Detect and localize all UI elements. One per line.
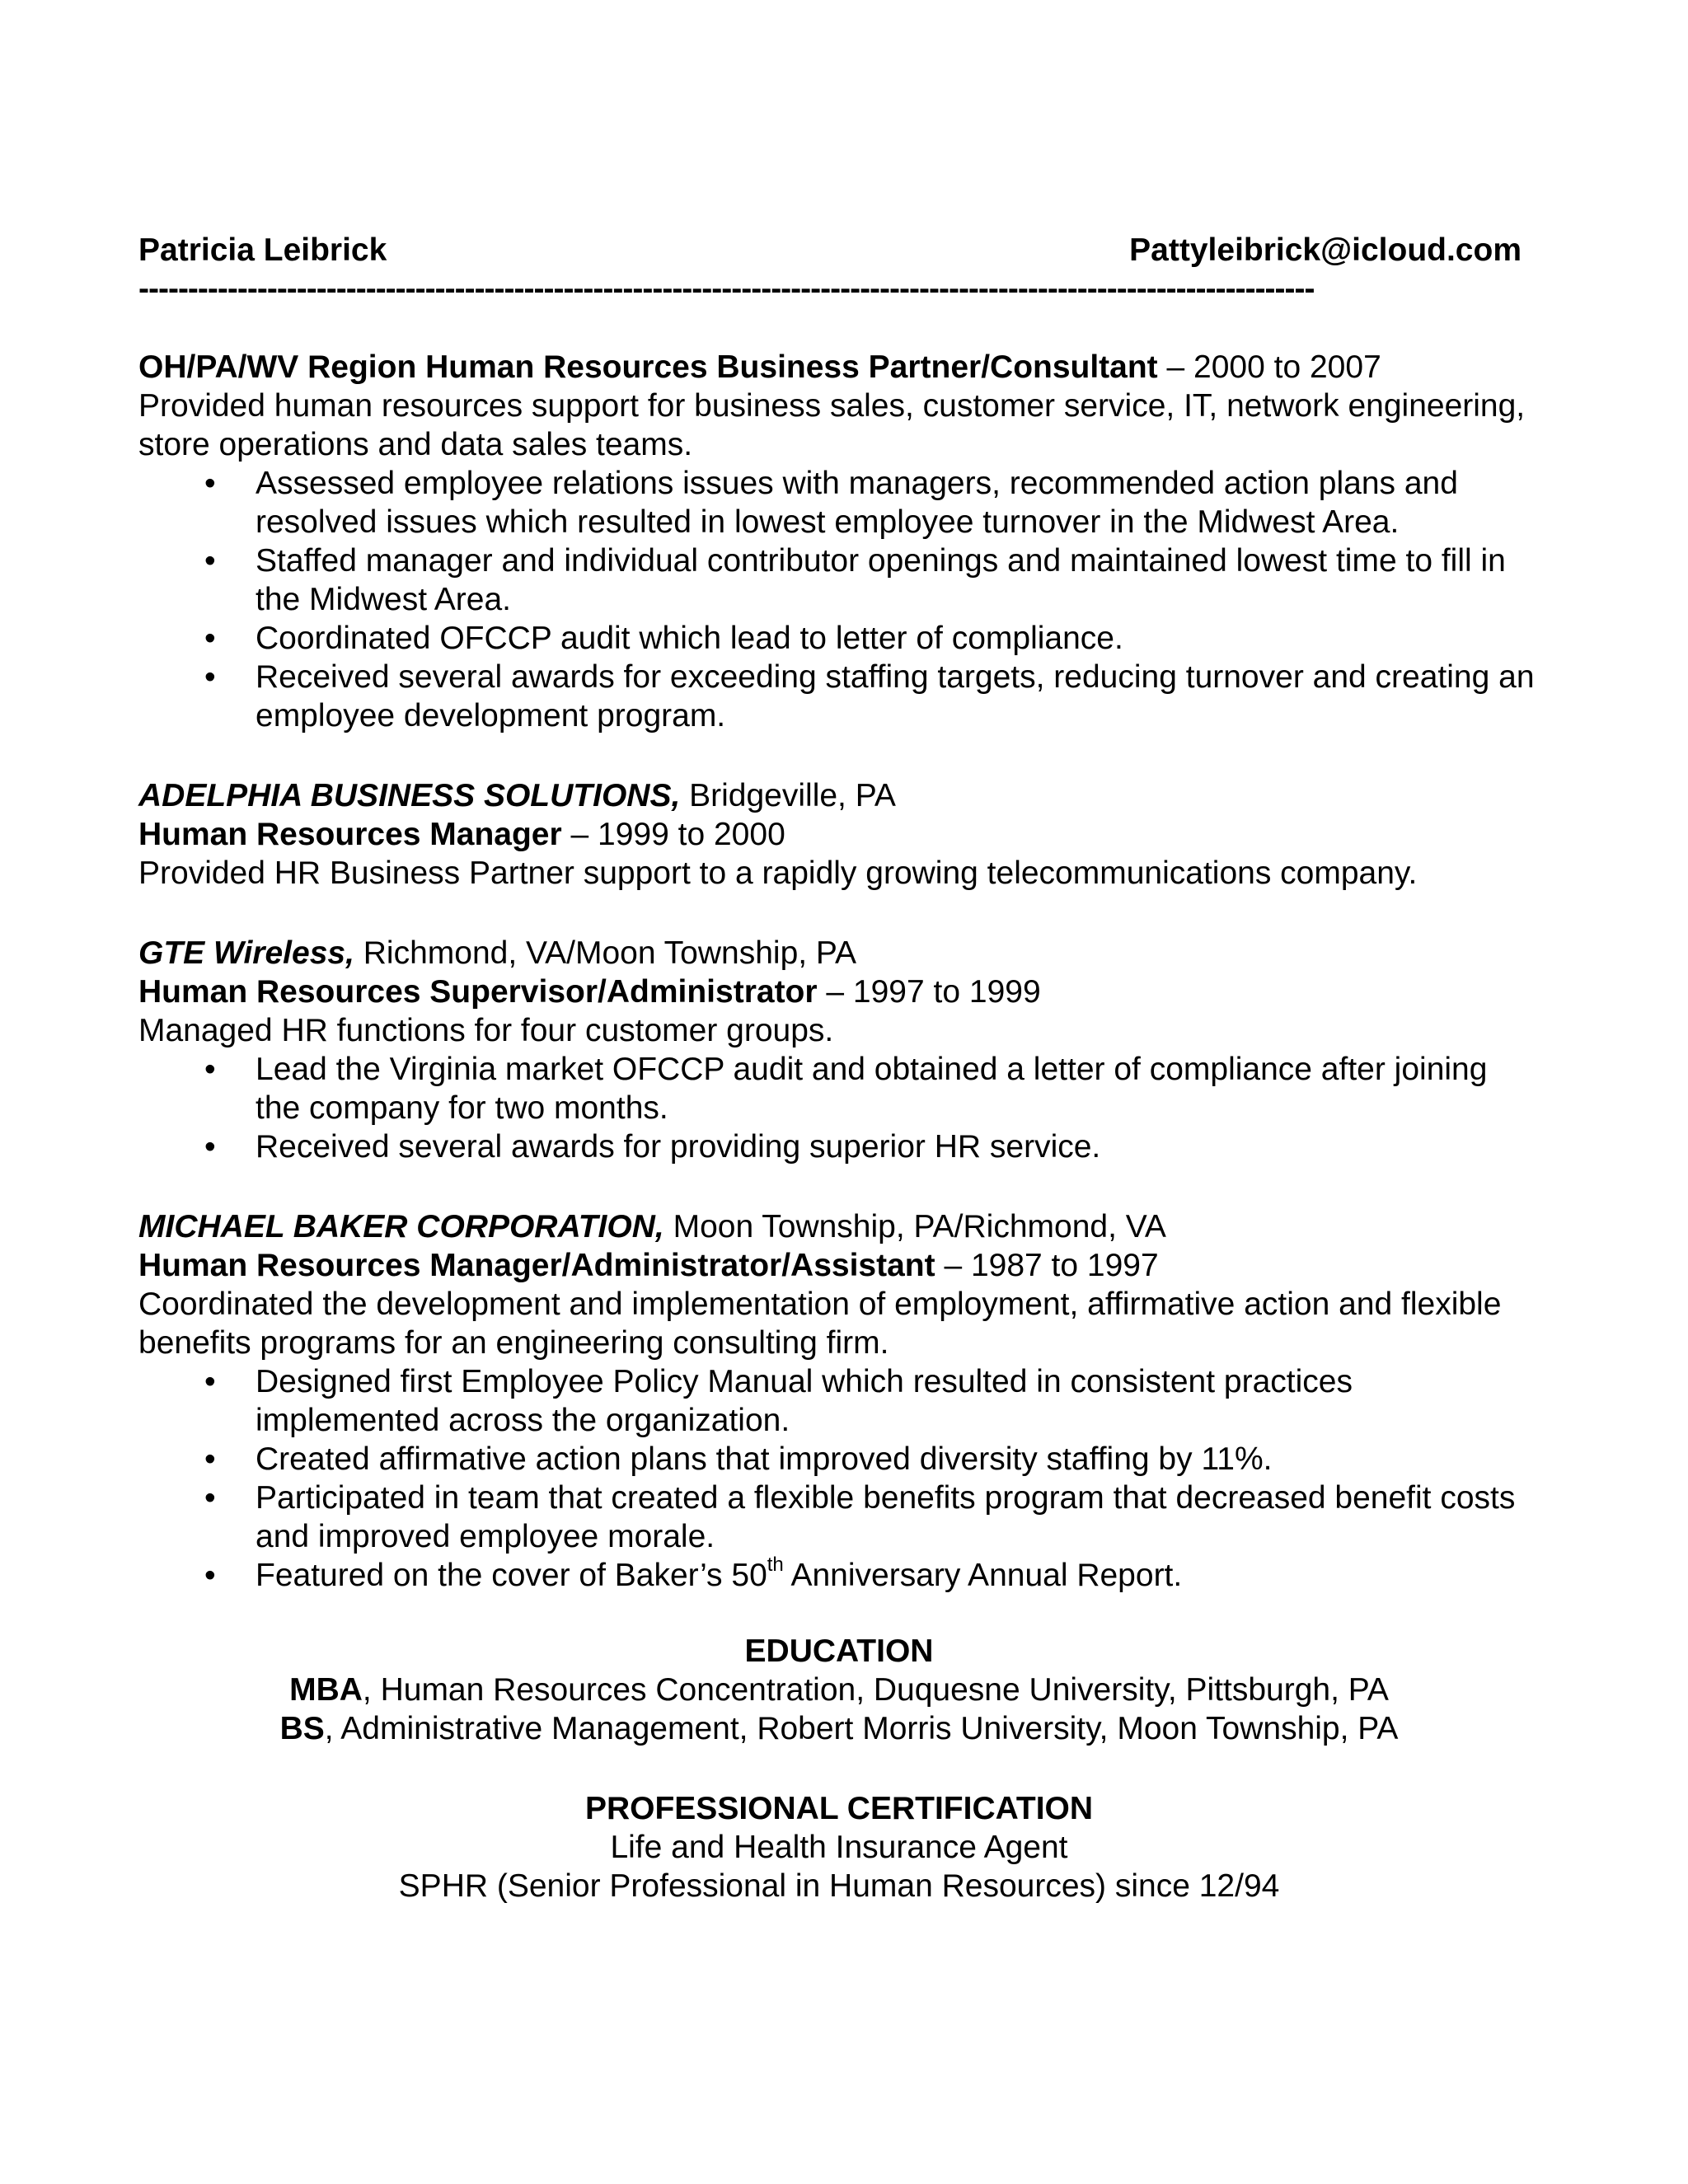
bullet-icon: •	[204, 543, 216, 579]
list-item: • Designed first Employee Policy Manual which resulted in consistent practices implemented across the organization.	[204, 1364, 1353, 1438]
bullet-icon: •	[204, 1364, 216, 1399]
job-title: OH/PA/WV Region Human Resources Business Partner/Consultant	[138, 349, 1158, 385]
candidate-name: Patricia Leibrick	[138, 232, 387, 268]
list-item: • Participated in team that created a flexible benefits program that decreased benefit costs and improved employee morale.	[204, 1480, 1516, 1554]
job-title-line	[138, 348, 1540, 387]
job-dates: – 1987 to 1997	[944, 1248, 1159, 1283]
job-title: Human Resources Manager/Administrator/Assistant	[138, 1248, 935, 1283]
job-title-line	[138, 1246, 1540, 1285]
job-summary: Coordinated the development and implementation of employment, affirmative action and flexible benefits programs for an engineering consulting firm.	[138, 1286, 1502, 1361]
header-separator: -----------------------------------------------------------------------------------------------------------------------	[138, 271, 1315, 307]
superscript: th	[767, 1554, 784, 1576]
company-line	[138, 776, 1540, 815]
bullet-icon: •	[204, 659, 216, 695]
bullet-icon: •	[204, 466, 216, 501]
job-entry-gte	[138, 934, 1540, 1166]
company-location: Bridgeville, PA	[689, 778, 896, 813]
degree-name: MBA	[289, 1672, 363, 1708]
job-bullets	[138, 1362, 1540, 1595]
job-bullets	[138, 1050, 1540, 1166]
job-summary: Provided human resources support for business sales, customer service, IT, network engineering, store operations and data sales teams.	[138, 388, 1526, 462]
resume-header	[138, 231, 1522, 269]
list-item: • Assessed employee relations issues with managers, recommended action plans and resolved issues which resulted in lowest employee turnover in the Midwest Area.	[204, 466, 1458, 540]
education-section	[138, 1632, 1540, 1748]
job-dates: – 1997 to 1999	[826, 974, 1041, 1010]
bullet-icon: •	[204, 1441, 216, 1477]
degree-name: BS	[279, 1711, 325, 1746]
company-location: Richmond, VA/Moon Township, PA	[363, 935, 857, 971]
job-title-line	[138, 815, 1540, 854]
list-item: • Lead the Virginia market OFCCP audit and obtained a letter of compliance after joining the company for two months.	[204, 1052, 1488, 1126]
degree-detail: , Administrative Management, Robert Morris University, Moon Township, PA	[324, 1711, 1399, 1746]
bullet-icon: •	[204, 621, 216, 656]
list-item: • Received several awards for providing superior HR service.	[204, 1129, 1101, 1165]
job-bullets	[138, 464, 1540, 735]
bullet-icon: •	[204, 1480, 216, 1516]
candidate-email: Pattyleibrick@icloud.com	[1129, 232, 1522, 268]
company-name: MICHAEL BAKER CORPORATION,	[138, 1209, 664, 1244]
job-title: Human Resources Supervisor/Administrator	[138, 974, 818, 1010]
job-dates: – 2000 to 2007	[1166, 349, 1381, 385]
company-name: GTE Wireless,	[138, 935, 354, 971]
section-heading-certification: PROFESSIONAL CERTIFICATION	[584, 1791, 1094, 1826]
list-item: • Featured on the cover of Baker’s 50th Anniversary Annual Report.	[204, 1554, 1183, 1593]
job-title: Human Resources Manager	[138, 817, 562, 852]
bullet-icon: •	[204, 1129, 216, 1165]
job-dates: – 1999 to 2000	[570, 817, 785, 852]
company-line	[138, 934, 1540, 972]
list-item: • Staffed manager and individual contributor openings and maintained lowest time to fill in the Midwest Area.	[204, 543, 1506, 617]
section-heading-education: EDUCATION	[744, 1633, 934, 1669]
bullet-icon: •	[204, 1558, 216, 1593]
job-entry-adelphia	[138, 776, 1540, 893]
company-line	[138, 1207, 1540, 1246]
degree-detail: , Human Resources Concentration, Duquesne University, Pittsburgh, PA	[362, 1672, 1389, 1708]
job-entry-michael-baker	[138, 1207, 1540, 1595]
list-item: • Coordinated OFCCP audit which lead to letter of compliance.	[204, 621, 1123, 656]
certification-section	[138, 1789, 1540, 1905]
certification-item: Life and Health Insurance Agent	[610, 1830, 1068, 1865]
degree-line	[138, 1709, 1540, 1748]
resume-page	[138, 231, 1540, 1905]
job-title-line	[138, 972, 1540, 1011]
job-summary: Provided HR Business Partner support to a rapidly growing telecommunications company.	[138, 855, 1418, 891]
company-name: ADELPHIA BUSINESS SOLUTIONS,	[138, 778, 681, 813]
company-location: Moon Township, PA/Richmond, VA	[673, 1209, 1166, 1244]
job-entry-hr-partner	[138, 348, 1540, 735]
list-item: • Created affirmative action plans that improved diversity staffing by 11%.	[204, 1441, 1273, 1477]
list-item: • Received several awards for exceeding staffing targets, reducing turnover and creating an employee development program.	[204, 659, 1535, 733]
certification-item: SPHR (Senior Professional in Human Resources) since 12/94	[398, 1868, 1280, 1904]
bullet-icon: •	[204, 1052, 216, 1087]
degree-line	[138, 1671, 1540, 1709]
job-summary: Managed HR functions for four customer groups.	[138, 1013, 834, 1048]
